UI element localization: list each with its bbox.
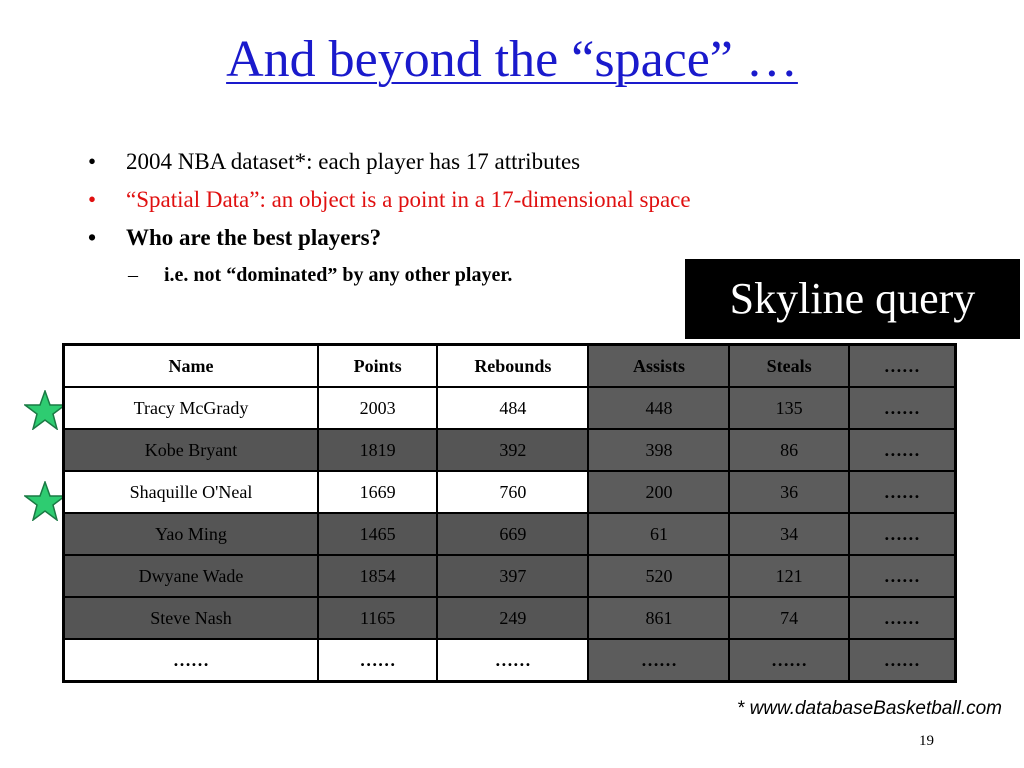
bullet-text: “Spatial Data”: an object is a point in a 17-dimensional space: [126, 187, 691, 212]
cell-rebounds: 249: [437, 597, 588, 639]
cell-assists: 520: [588, 555, 729, 597]
cell-name: Shaquille O'Neal: [64, 471, 319, 513]
bullet-text: 2004 NBA dataset*: each player has 17 attributes: [126, 149, 581, 174]
cell-assists: 398: [588, 429, 729, 471]
cell-name: Dwyane Wade: [64, 555, 319, 597]
cell-points: 1854: [318, 555, 437, 597]
table-row: [64, 471, 956, 513]
cell-assists: ……: [588, 639, 729, 682]
cell-steals: 74: [729, 597, 848, 639]
cell-points: ……: [318, 639, 437, 682]
cell-more: ……: [849, 387, 956, 429]
header-name: Name: [64, 345, 319, 388]
table-row: [64, 597, 956, 639]
bullet-marker: •: [88, 149, 97, 174]
cell-steals: ……: [729, 639, 848, 682]
bullet-text: Who are the best players?: [126, 225, 382, 250]
cell-steals: 135: [729, 387, 848, 429]
cell-points: 1819: [318, 429, 437, 471]
bullet-item: [88, 148, 948, 176]
cell-points: 1165: [318, 597, 437, 639]
cell-more: ……: [849, 597, 956, 639]
table-row: [64, 513, 956, 555]
cell-points: 2003: [318, 387, 437, 429]
cell-rebounds: 760: [437, 471, 588, 513]
cell-more: ……: [849, 429, 956, 471]
cell-more: ……: [849, 513, 956, 555]
cell-name: Steve Nash: [64, 597, 319, 639]
slide-title: And beyond the “space” …: [226, 31, 798, 88]
cell-assists: 61: [588, 513, 729, 555]
table-row: [64, 387, 956, 429]
bullet-item: [88, 186, 948, 214]
header-more: ……: [849, 345, 956, 388]
cell-steals: 121: [729, 555, 848, 597]
table-row: [64, 639, 956, 682]
cell-name: ……: [64, 639, 319, 682]
star-icon: [24, 390, 66, 430]
cell-steals: 34: [729, 513, 848, 555]
skyline-query-label: Skyline query: [685, 259, 1020, 339]
cell-more: ……: [849, 471, 956, 513]
cell-assists: 861: [588, 597, 729, 639]
cell-rebounds: ……: [437, 639, 588, 682]
header-assists: Assists: [588, 345, 729, 388]
sub-bullet-text: i.e. not “dominated” by any other player.: [164, 264, 513, 286]
cell-steals: 36: [729, 471, 848, 513]
cell-name: Yao Ming: [64, 513, 319, 555]
bullet-item: [88, 224, 948, 252]
cell-assists: 448: [588, 387, 729, 429]
cell-steals: 86: [729, 429, 848, 471]
star-icon: [24, 481, 66, 521]
nba-player-table: [62, 343, 957, 683]
cell-rebounds: 397: [437, 555, 588, 597]
bullet-marker: •: [88, 187, 97, 212]
cell-rebounds: 484: [437, 387, 588, 429]
table-header-row: [64, 345, 956, 388]
cell-rebounds: 669: [437, 513, 588, 555]
cell-more: ……: [849, 555, 956, 597]
table-row: [64, 429, 956, 471]
header-steals: Steals: [729, 345, 848, 388]
cell-rebounds: 392: [437, 429, 588, 471]
sub-bullet-marker: –: [128, 264, 138, 286]
cell-name: Kobe Bryant: [64, 429, 319, 471]
source-footnote: * www.databaseBasketball.com: [736, 698, 1002, 719]
cell-more: ……: [849, 639, 956, 682]
cell-points: 1465: [318, 513, 437, 555]
header-rebounds: Rebounds: [437, 345, 588, 388]
page-number: 19: [919, 733, 934, 749]
cell-points: 1669: [318, 471, 437, 513]
table-row: [64, 555, 956, 597]
header-points: Points: [318, 345, 437, 388]
bullet-marker: •: [88, 225, 97, 250]
cell-assists: 200: [588, 471, 729, 513]
cell-name: Tracy McGrady: [64, 387, 319, 429]
